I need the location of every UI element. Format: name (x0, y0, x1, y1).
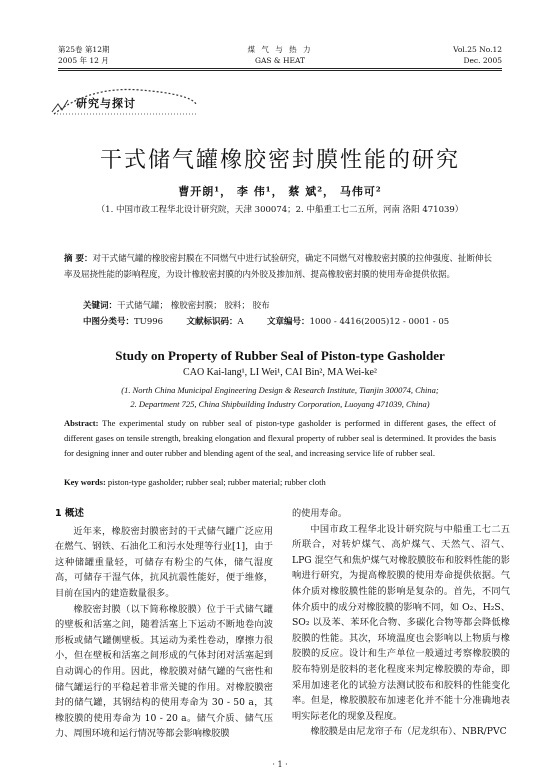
journal-volume-en (453, 44, 502, 66)
abstract-en-text: The experimental study on rubber seal of piston-type gasholder is performed in different gases, the effect of different gases on tensile strength, breaking elongation and flexural property of rubber seal is determined. It provides the basis for designing inner and outer rubber and blending agent of the seal, and increasing service life of rubber seal. (64, 418, 496, 458)
keywords-en-label: Key words: (64, 477, 106, 487)
volume-issue: 第25卷 第12期 (58, 45, 110, 54)
authors-en: CAO Kai-lang¹, LI Wei¹, CAI Bin², MA Wei-ke² (183, 367, 377, 378)
paragraph: 橡胶密封膜（以下简称橡胶膜）位于干式储气罐的壁板和活塞之间，随着活塞上下运动不断地卷向波形板或储气罐侧壁板。其运动为柔性卷动，摩擦力很小，但在壁板和活塞之间形成的气体封闭对活塞起到自动调心的作用。因此，橡胶膜对储气罐的气密性和储气罐运行的平稳起着非常关键的作用。对橡胶膜密封的储气罐，其钢结构的使用寿命为 30 - 50 a，其橡胶膜的使用寿命为 10 - 20 a。储气介质、储气压力、周围环境和运行情况等都会影响橡胶膜 (55, 603, 273, 740)
page-title: 干式储气罐橡胶密封膜性能的研究 (99, 148, 460, 173)
title-en: Study on Property of Rubber Seal of Piston-type Gasholder (115, 348, 445, 363)
abstract-en-label: Abstract: (64, 418, 99, 428)
doc-code-value: A (237, 317, 244, 327)
keywords-en (64, 477, 496, 487)
section-label: 研究与探讨 (76, 97, 136, 110)
paragraph: 中国市政工程华北设计研究院与中船重工七二五所联合，对转炉煤气、高炉煤气、天然气、沼气、LPG 混空气和焦炉煤气对橡胶膜胶布和胶料性能的影响进行研究，为提高橡胶膜的使用寿命提供依据。气体介质对橡胶膜性能的影响是复杂的。首先，不同气体介质中的成分对橡胶膜的影响不同，如 O₂、H₂S、SO₂ 以及苯、苯环化合物、多碳化合物等都会降低橡胶膜的性能。其次，环境温度也会影响以上物质与橡胶膜的反应。设计和生产单位一般通过考察橡胶膜的胶布特别是胶料的老化程度来判定橡胶膜的寿命，即采用加速老化的试验方法测试胶布和胶料的性能变化率。但是，橡胶膜胶布加速老化并不能十分准确地表明实际老化的现象及程度。 (292, 523, 510, 722)
abstract-en (64, 416, 496, 461)
clc-label: 中图分类号： (83, 317, 135, 327)
keywords-cn-label: 关键词： (83, 301, 118, 311)
keywords-en-text: piston-type gasholder; rubber seal; rubber material; rubber cloth (105, 477, 326, 487)
keywords-cn-text: 干式储气罐； 橡胶密封膜； 胶料； 胶布 (117, 301, 270, 311)
affiliation-en (64, 383, 496, 411)
affiliation-en-2: 2. Department 725, China Shipbuilding Industry Corporation, Luoyang 471039, China) (130, 399, 430, 409)
affiliation-en-1: (1. North China Municipal Engineering Design & Research Institute, Tianjin 300074, China; (121, 385, 439, 395)
volume-issue-en: Vol.25 No.12 (453, 45, 502, 54)
article-no-label: 文章编号： (267, 317, 310, 327)
issue-date: 2005 年 12 月 (58, 56, 109, 65)
clc-value: TU996 (134, 317, 164, 327)
abstract-cn-label: 摘 要： (64, 254, 93, 264)
paragraph: 近年来，橡胶密封膜密封的干式储气罐广泛应用在燃气、钢铁、石油化工和污水处理等行业[1]，由于这种储罐重量轻，可储存有粉尘的气体，储气湿度高，可储存干湿气体，抗风抗震性能好，便于维修，目前在国内的建造数量很多。 (55, 525, 273, 599)
issue-date-en: Dec. 2005 (463, 56, 502, 65)
page-number: · 1 · (272, 760, 288, 769)
paragraph: 的使用寿命。 (292, 508, 348, 519)
header-rule-bottom (58, 70, 502, 71)
authors-cn: 曹开朗¹， 李 伟¹， 蔡 斌²， 马伟可² (178, 185, 382, 198)
section-banner (50, 84, 200, 118)
affiliation-cn: （1. 中国市政工程华北设计研究院，天津 300074；2. 中船重工七二五所，河南 洛阳 471039） (96, 205, 464, 215)
section-heading: 1 概述 (55, 508, 84, 519)
body-column-left (55, 506, 273, 742)
classification-line (83, 315, 449, 327)
paragraph: 橡胶膜是由尼龙帘子布（尼龙织布）、NBR/PVC (310, 726, 507, 738)
keywords-cn (83, 299, 270, 311)
journal-name-en: GAS & HEAT (254, 56, 305, 65)
article-no-value: 1000 - 4416(2005)12 - 0001 - 05 (309, 317, 450, 327)
abstract-cn (64, 251, 496, 283)
journal-name-cn: 煤 气 与 热 力 (247, 45, 313, 54)
body-column-right (292, 506, 510, 740)
doc-code-label: 文献标识码： (186, 317, 238, 327)
abstract-cn-text: 对干式储气罐的橡胶密封膜在不同燃气中进行试验研究，确定不同燃气对橡胶密封膜的拉伸强度、扯断伸长率及屈挠性能的影响程度，为设计橡胶密封膜的内外胶及掺加剂、提高橡胶密封膜的使用寿命提供依据。 (64, 254, 492, 280)
header-rule-top (58, 68, 502, 69)
